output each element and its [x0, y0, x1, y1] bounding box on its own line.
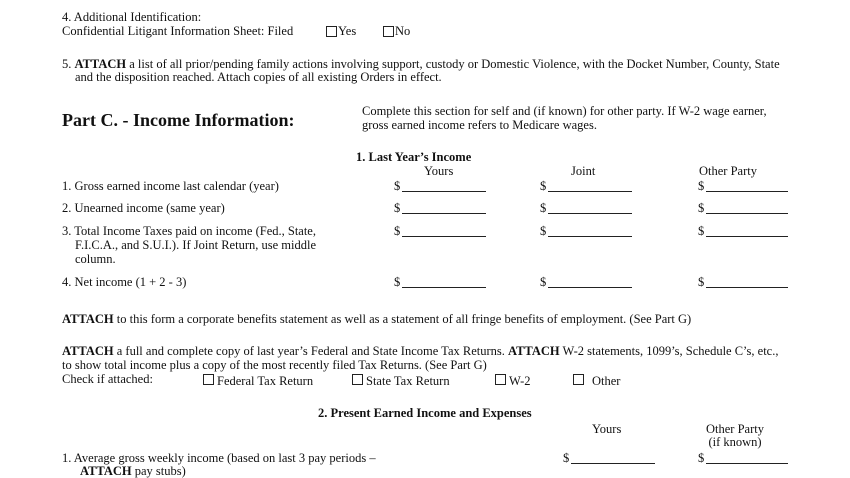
attach-benefits-line — [62, 312, 691, 326]
w2-checkbox[interactable] — [495, 374, 506, 385]
no-checkbox[interactable] — [383, 26, 394, 37]
currency-sign: $ — [563, 451, 570, 465]
section5-line1 — [62, 57, 780, 71]
present-col-other-note: (if known) — [708, 435, 762, 449]
state-tax-return-checkbox[interactable] — [352, 374, 363, 385]
attach-returns-line2: to show total income plus a copy of the most recently filed Tax Returns. (See Part G) — [62, 358, 487, 372]
gross-other-field[interactable] — [706, 191, 788, 192]
partc-note1: Complete this section for self and (if known) for other party. If W-2 wage earner, — [362, 104, 767, 118]
currency-sign: $ — [540, 201, 547, 215]
gross-yours-field[interactable] — [402, 191, 486, 192]
net-yours-field[interactable] — [402, 287, 486, 288]
currency-sign: $ — [698, 451, 705, 465]
pay-stubs-text: pay stubs) — [134, 464, 186, 478]
check-if-attached-label: Check if attached: — [62, 372, 153, 386]
gross-joint-field[interactable] — [548, 191, 632, 192]
present-income-title: 2. Present Earned Income and Expenses — [318, 406, 532, 420]
attach-returns-word: ATTACH — [62, 344, 114, 358]
pay-stubs-attach-word: ATTACH — [80, 464, 132, 478]
currency-sign: $ — [698, 179, 705, 193]
col-yours-header: Yours — [424, 164, 454, 178]
section5-text1: a list of all prior/pending family actions involving support, custody or Domestic Violence, with the Docket Number, County, State — [129, 57, 780, 71]
currency-sign: $ — [540, 224, 547, 238]
other-label: Other — [592, 374, 621, 388]
state-tax-return-label: State Tax Return — [366, 374, 450, 388]
federal-tax-return-label: Federal Tax Return — [217, 374, 314, 388]
attach-returns-text1: a full and complete copy of last year’s Federal and State Income Tax Returns. — [116, 344, 505, 358]
currency-sign: $ — [394, 201, 401, 215]
currency-sign: $ — [394, 179, 401, 193]
row-unearned-label: 2. Unearned income (same year) — [62, 201, 225, 215]
attach-benefits-text: to this form a corporate benefits statement as well as a statement of all fringe benefits of employment. (See Part G) — [116, 312, 692, 326]
partc-heading: Part C. - Income Information: — [62, 110, 295, 130]
yes-checkbox[interactable] — [326, 26, 337, 37]
currency-sign: $ — [540, 179, 547, 193]
attach-returns-text1b: W-2 statements, 1099’s, Schedule C’s, etc., — [562, 344, 779, 358]
attach-returns-line1 — [62, 344, 778, 358]
currency-sign: $ — [698, 224, 705, 238]
row-taxes-label-2: F.I.C.A., and S.U.I.). If Joint Return, use middle — [75, 238, 316, 252]
unearned-other-field[interactable] — [706, 213, 788, 214]
w2-label: W-2 — [509, 374, 531, 388]
yes-label: Yes — [338, 24, 357, 38]
net-other-field[interactable] — [706, 287, 788, 288]
taxes-yours-field[interactable] — [402, 236, 486, 237]
avg-weekly-income-label: 1. Average gross weekly income (based on last 3 pay periods – — [62, 451, 376, 465]
section5-prefix: 5. — [62, 57, 72, 71]
attach-benefits-word: ATTACH — [62, 312, 114, 326]
col-joint-header: Joint — [571, 164, 596, 178]
last-year-title: 1. Last Year’s Income — [356, 150, 472, 164]
currency-sign: $ — [394, 224, 401, 238]
currency-sign: $ — [698, 275, 705, 289]
federal-tax-return-checkbox[interactable] — [203, 374, 214, 385]
section5-attach: ATTACH — [74, 57, 127, 71]
unearned-yours-field[interactable] — [402, 213, 486, 214]
row-taxes-label-1: 3. Total Income Taxes paid on income (Fed., State, — [62, 224, 316, 238]
col-other-header: Other Party — [699, 164, 757, 178]
currency-sign: $ — [394, 275, 401, 289]
attach-w2-word: ATTACH — [508, 344, 560, 358]
section5-line2: and the disposition reached. Attach copies of all existing Orders in effect. — [75, 70, 442, 84]
currency-sign: $ — [540, 275, 547, 289]
partc-note2: gross earned income refers to Medicare wages. — [362, 118, 597, 132]
unearned-joint-field[interactable] — [548, 213, 632, 214]
present-col-yours-header: Yours — [592, 422, 622, 436]
currency-sign: $ — [698, 201, 705, 215]
section4-title: 4. Additional Identification: — [62, 10, 202, 24]
other-checkbox[interactable] — [573, 374, 584, 385]
row-net-label: 4. Net income (1 + 2 - 3) — [62, 275, 187, 289]
avg-weekly-income-label-2 — [80, 464, 186, 478]
taxes-joint-field[interactable] — [548, 236, 632, 237]
no-label: No — [395, 24, 411, 38]
taxes-other-field[interactable] — [706, 236, 788, 237]
avg-weekly-other-field[interactable] — [706, 463, 788, 464]
present-col-other-header: Other Party — [706, 422, 764, 436]
row-gross-label: 1. Gross earned income last calendar (year) — [62, 179, 279, 193]
avg-weekly-yours-field[interactable] — [571, 463, 655, 464]
net-joint-field[interactable] — [548, 287, 632, 288]
section4-cli-label: Confidential Litigant Information Sheet: Filed — [62, 24, 294, 38]
row-taxes-label-3: column. — [75, 252, 116, 266]
